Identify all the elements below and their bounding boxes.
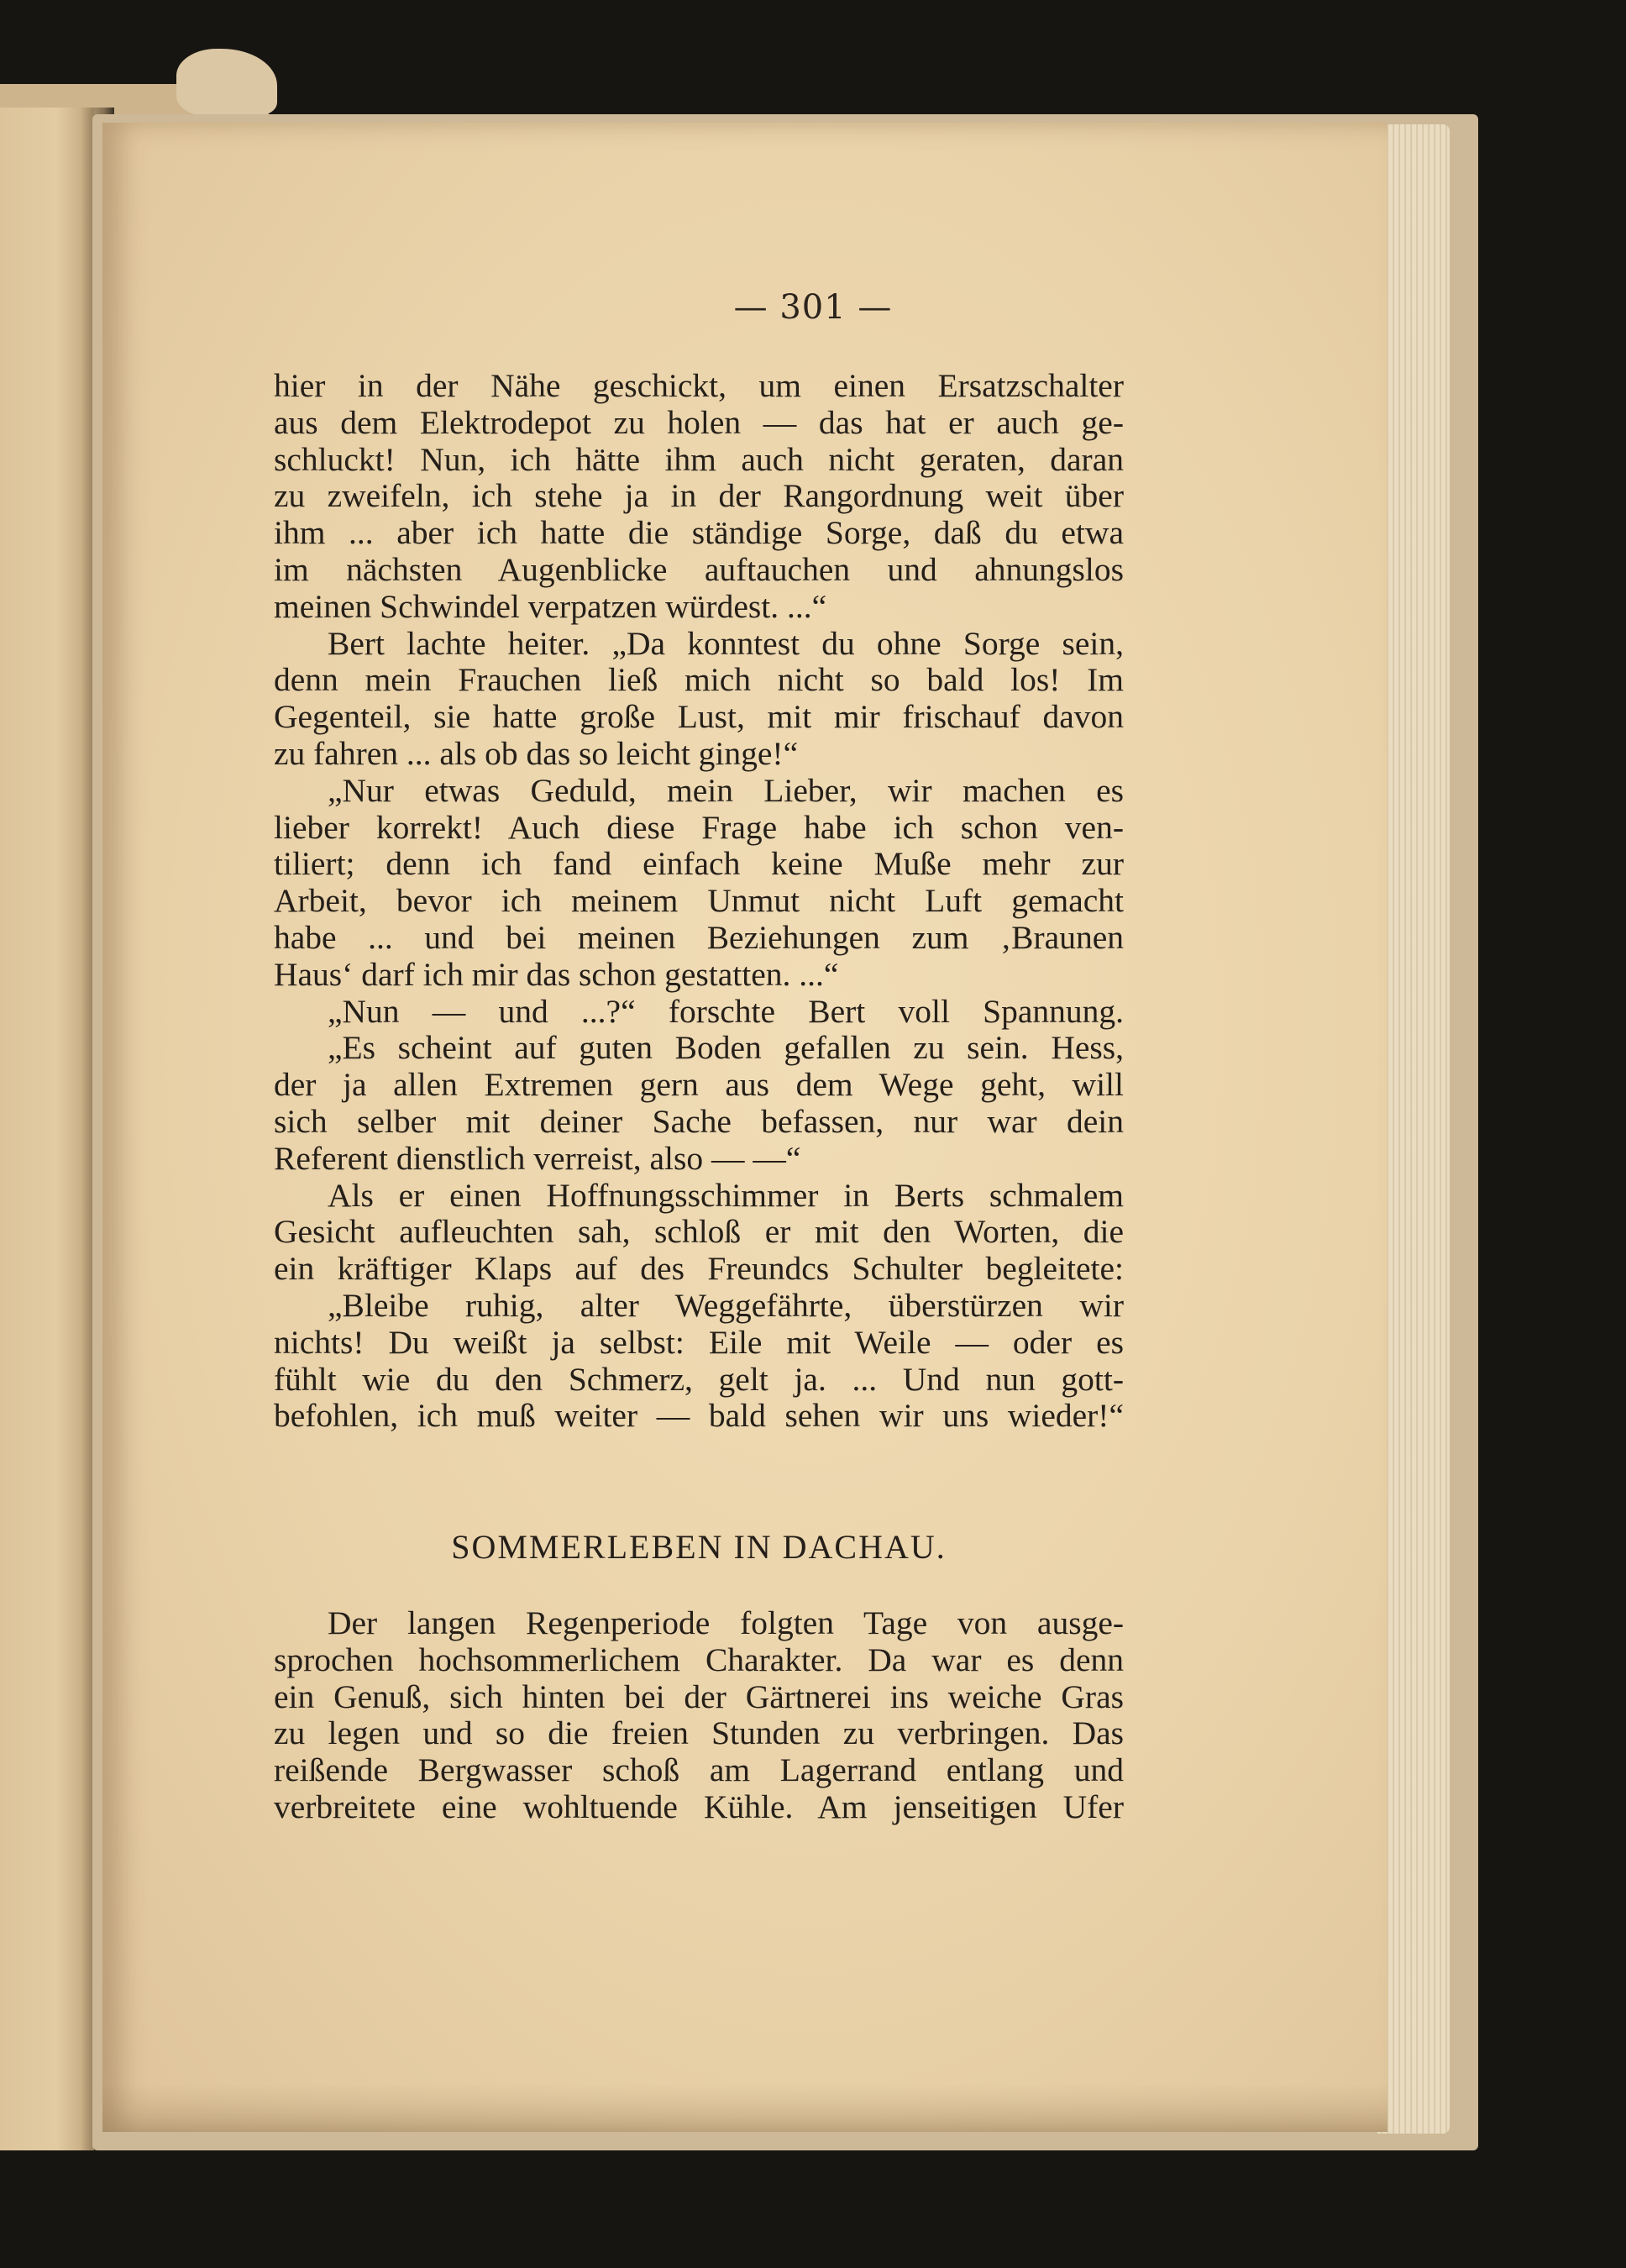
text-line: Bert lachte heiter. „Da konntest du ohne Sorge sein, [328, 624, 1124, 662]
text-line: sich selber mit deiner Sache befassen, nur war dein [274, 1102, 1124, 1140]
text-line: „Es scheint auf guten Boden gefallen zu sein. Hess, [328, 1029, 1124, 1067]
text-line: habe ... und bei meinen Beziehungen zum ‚Braunen [274, 918, 1124, 956]
text-line: ihm ... aber ich hatte die ständige Sorge, daß du etwa [274, 514, 1124, 552]
text-line: nichts! Du weißt ja selbst: Eile mit Weile — oder es [274, 1323, 1124, 1361]
text-line: der ja allen Extremen gern aus dem Wege geht, will [274, 1066, 1124, 1104]
text-line: „Nur etwas Geduld, mein Lieber, wir machen es [328, 771, 1124, 809]
section-heading: SOMMERLEBEN IN DACHAU. [451, 1528, 947, 1566]
text-line: tiliert; denn ich fand einfach keine Muße mehr zur [274, 845, 1124, 883]
text-line: Haus‘ darf ich mir das schon gestatten. ...“ [274, 955, 839, 993]
text-line: im nächsten Augenblicke auftauchen und ahnungslos [274, 550, 1124, 588]
text-line: zu legen und so die freien Stunden zu verbringen. Das [274, 1714, 1124, 1752]
page-bottom-shade [102, 2083, 1387, 2132]
text-line: Der langen Regenperiode folgten Tage von ausge- [328, 1604, 1124, 1641]
torn-page-corner [176, 49, 277, 116]
text-line: zu fahren ... als ob das so leicht ginge!“ [274, 734, 799, 772]
text-line: sprochen hochsommerlichem Charakter. Da war es denn [274, 1641, 1124, 1678]
text-line: schluckt! Nun, ich hätte ihm auch nicht geraten, daran [274, 440, 1124, 478]
text-line: aus dem Elektrodepot zu holen — das hat er auch ge- [274, 403, 1124, 441]
text-line: Gegenteil, sie hatte große Lust, mit mir frischauf davon [274, 698, 1124, 736]
page-block-edges [1377, 124, 1450, 2134]
text-line: Arbeit, bevor ich meinem Unmut nicht Luft gemacht [274, 882, 1124, 920]
text-line: „Nun — und ...?“ forschte Bert voll Spannung. [328, 992, 1124, 1030]
text-line: „Bleibe ruhig, alter Weggefährte, überstürzen wir [328, 1286, 1124, 1324]
text-line: zu zweifeln, ich stehe ja in der Rangordnung weit über [274, 477, 1124, 515]
section-body-text [274, 1605, 1124, 1826]
text-line: verbreitete eine wohltuende Kühle. Am jenseitigen Ufer [274, 1788, 1124, 1825]
text-line: meinen Schwindel verpatzen würdest. ...“ [274, 587, 827, 625]
text-line: Gesicht aufleuchten sah, schloß er mit den Worten, die [274, 1213, 1124, 1251]
body-text [274, 368, 1124, 1435]
text-line: ein Genuß, sich hinten bei der Gärtnerei ins weiche Gras [274, 1677, 1124, 1715]
text-line: hier in der Nähe geschickt, um einen Ersatzschalter [274, 367, 1124, 404]
text-line: ein kräftiger Klaps auf des Freundcs Schulter begleitete: [274, 1250, 1124, 1288]
text-line: reißende Bergwasser schoß am Lagerrand entlang und [274, 1751, 1124, 1789]
text-line: denn mein Frauchen ließ mich nicht so bald los! Im [274, 661, 1124, 699]
page-number: — 301 — [733, 288, 893, 327]
text-line: Als er einen Hoffnungsschimmer in Berts schmalem [328, 1176, 1124, 1214]
text-line: fühlt wie du den Schmerz, gelt ja. ... Und nun gott- [274, 1360, 1124, 1398]
text-line: befohlen, ich muß weiter — bald sehen wir uns wieder!“ [274, 1397, 1124, 1435]
text-line: Referent dienstlich verreist, also — —“ [274, 1139, 801, 1177]
text-line: lieber korrekt! Auch diese Frage habe ich schon ven- [274, 808, 1124, 846]
